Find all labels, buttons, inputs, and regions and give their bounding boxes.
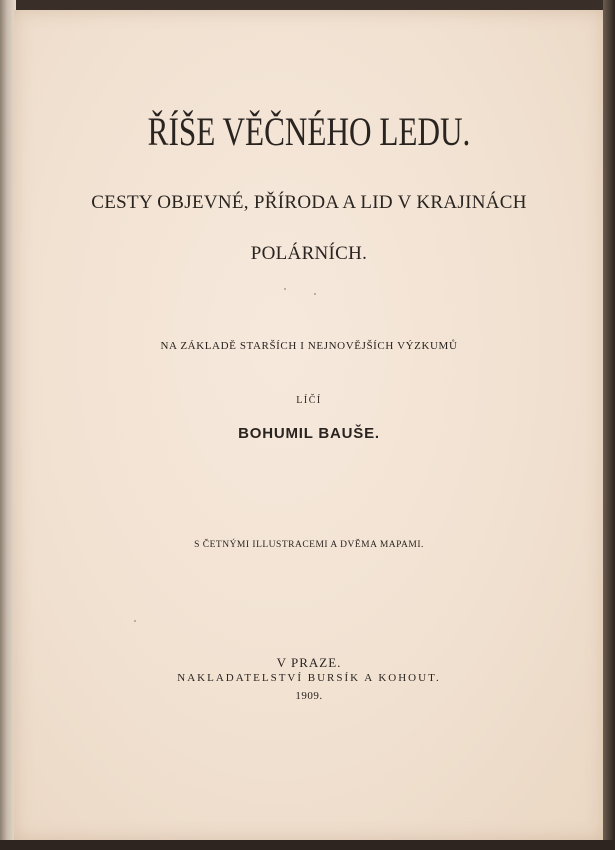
publisher-name: NAKLADATELSTVÍ BURSÍK A KOHOUT.	[177, 672, 441, 684]
publication-place: V PRAZE.	[276, 655, 342, 670]
book-subtitle-line2: POLÁRNÍCH.	[250, 243, 368, 264]
book-right-edge	[603, 0, 615, 850]
paper-speck	[284, 288, 286, 290]
book-title: ŘÍŠE VĚČNÉHO LEDU.	[147, 109, 471, 154]
depicts-line: LÍČÍ	[296, 395, 322, 406]
publication-year: 1909.	[295, 690, 323, 702]
paper-speck	[134, 620, 136, 622]
basis-line: NA ZÁKLADĚ STARŠÍCH I NEJNOVĚJŠÍCH VÝZKUMŮ	[160, 340, 458, 352]
illustrations-note: S ČETNÝMI ILLUSTRACEMI A DVĚMA MAPAMI.	[194, 540, 424, 550]
book-bottom-edge	[0, 840, 615, 850]
paper-speck	[314, 293, 316, 295]
book-subtitle-line1: CESTY OBJEVNÉ, PŘÍRODA A LID V KRAJINÁCH	[91, 192, 527, 213]
author-name: BOHUMIL BAUŠE.	[238, 425, 380, 442]
